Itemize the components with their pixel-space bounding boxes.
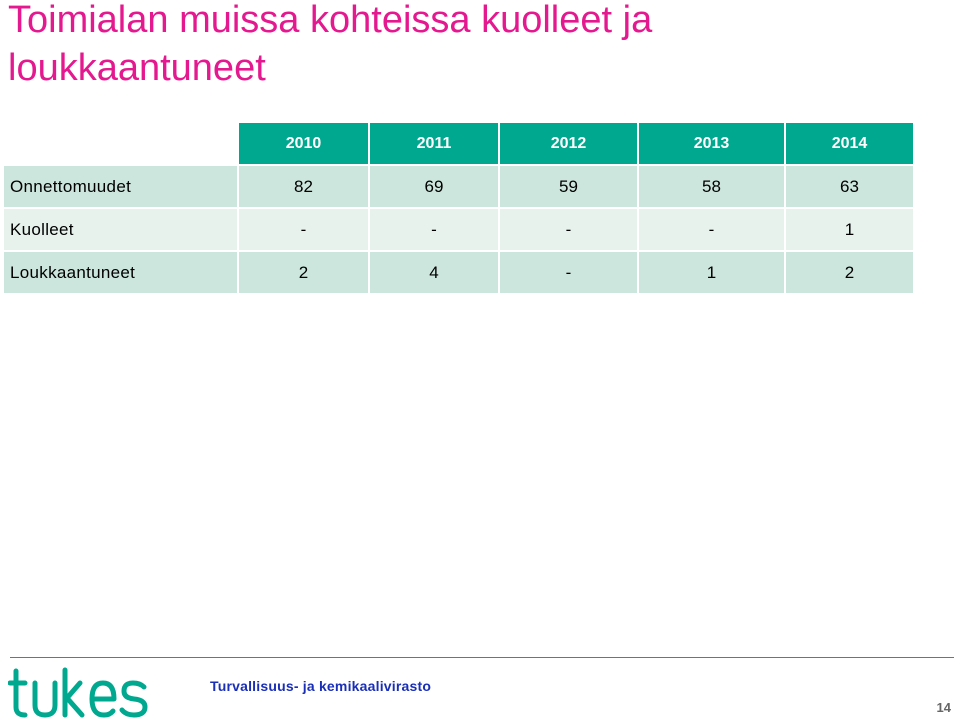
table-cell: 1: [785, 208, 914, 251]
table-cell: 59: [499, 165, 638, 208]
table-cell: -: [499, 251, 638, 294]
row-label: Loukkaantuneet: [3, 251, 238, 294]
table-cell: -: [369, 208, 499, 251]
table-cell: 58: [638, 165, 785, 208]
logo-text: tukes: [8, 667, 11, 668]
header-year-2010: 2010: [238, 122, 369, 165]
table-cell: 1: [638, 251, 785, 294]
page-title: Toimialan muissa kohteissa kuolleet ja loukkaantuneet: [8, 0, 653, 89]
header-year-2014: 2014: [785, 122, 914, 165]
page-number: 14: [936, 700, 951, 715]
table-cell: 69: [369, 165, 499, 208]
row-label: Onnettomuudet: [3, 165, 238, 208]
table-cell: 4: [369, 251, 499, 294]
row-label: Kuolleet: [3, 208, 238, 251]
table-cell: 2: [785, 251, 914, 294]
tukes-logo: [8, 667, 150, 719]
table-cell: -: [499, 208, 638, 251]
table-cell: 82: [238, 165, 369, 208]
header-year-2011: 2011: [369, 122, 499, 165]
agency-name: Turvallisuus- ja kemikaalivirasto: [210, 678, 432, 694]
header-year-2013: 2013: [638, 122, 785, 165]
footer-divider: [10, 657, 954, 658]
table-cell: -: [638, 208, 785, 251]
table-row-loukkaantuneet: [3, 251, 914, 294]
table-cell: -: [238, 208, 369, 251]
table-row-onnettomuudet: [3, 165, 914, 208]
statistics-table: [2, 121, 915, 295]
table-corner-cell: [3, 122, 238, 165]
table-header-row: [3, 122, 914, 165]
header-year-2012: 2012: [499, 122, 638, 165]
table-cell: 2: [238, 251, 369, 294]
table-cell: 63: [785, 165, 914, 208]
table-row-kuolleet: [3, 208, 914, 251]
